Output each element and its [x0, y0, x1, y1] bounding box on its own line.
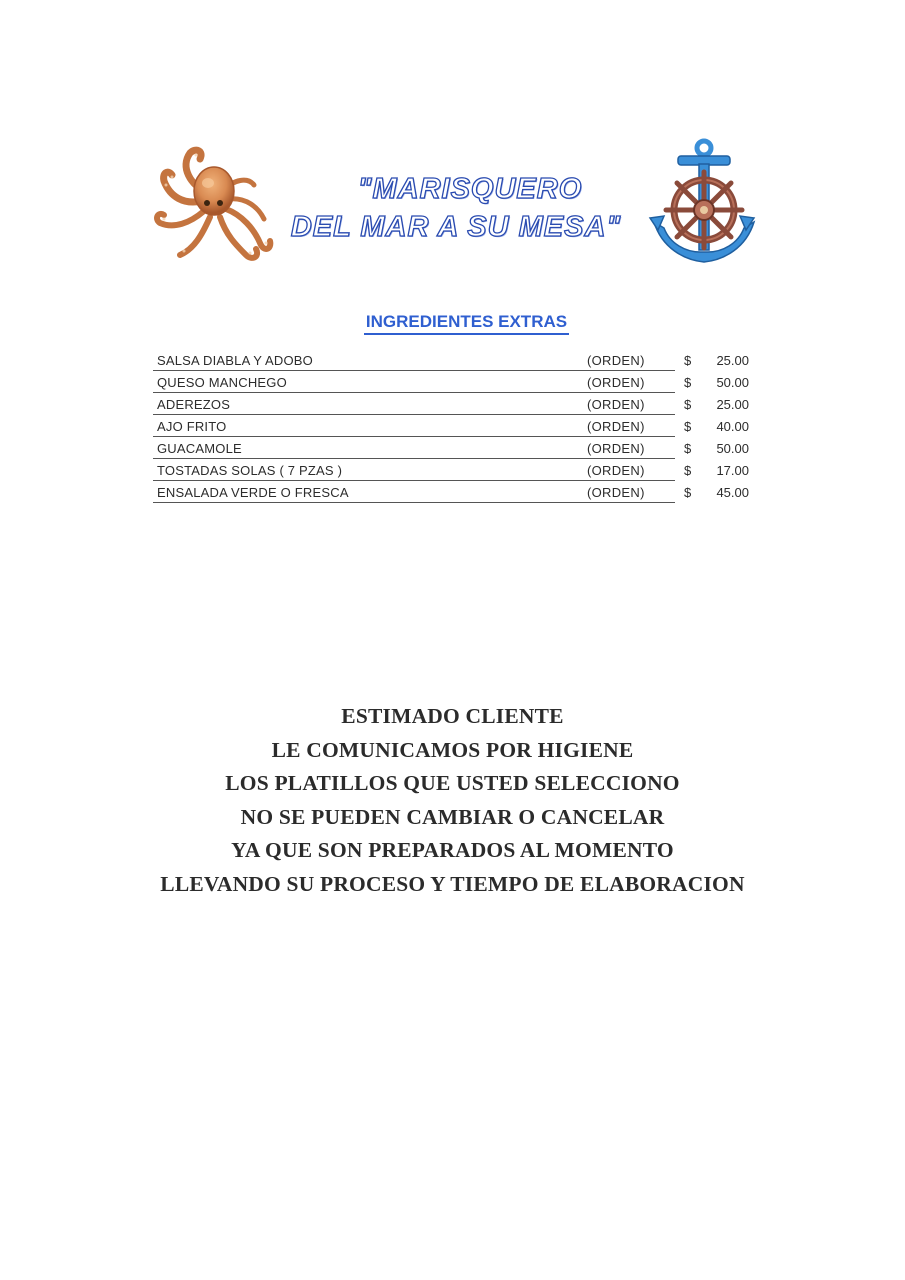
item-currency: $ [684, 375, 692, 390]
item-currency: $ [684, 485, 692, 500]
notice-line: LLEVANDO SU PROCESO Y TIEMPO DE ELABORACION [160, 871, 745, 896]
section-title-text: INGREDIENTES EXTRAS [364, 312, 569, 335]
table-row [153, 350, 753, 372]
table-row [153, 416, 753, 438]
table-row [153, 482, 753, 504]
item-name: AJO FRITO [153, 416, 675, 437]
item-price: 25.00 [716, 397, 749, 412]
item-unit: (ORDEN) [587, 375, 645, 390]
item-price: 45.00 [716, 485, 749, 500]
item-price: 50.00 [716, 441, 749, 456]
item-price: 40.00 [716, 419, 749, 434]
notice-line: LOS PLATILLOS QUE USTED SELECCIONO [225, 771, 680, 795]
item-name: QUESO MANCHEGO [153, 372, 675, 393]
table-row [153, 438, 753, 460]
notice-line: NO SE PUEDEN CAMBIAR O CANCELAR [240, 804, 665, 829]
item-currency: $ [684, 397, 692, 412]
item-currency: $ [684, 353, 692, 368]
brand-line-2: DEL MAR A SU MESA" [290, 211, 622, 243]
brand-title [285, 170, 645, 246]
octopus-icon [150, 145, 278, 267]
item-unit: (ORDEN) [587, 441, 645, 456]
notice-line: ESTIMADO CLIENTE [341, 704, 564, 728]
table-row [153, 394, 753, 416]
customer-notice [0, 700, 905, 901]
item-unit: (ORDEN) [587, 419, 645, 434]
item-price: 25.00 [716, 353, 749, 368]
notice-line: LE COMUNICAMOS POR HIGIENE [271, 737, 634, 762]
item-name: GUACAMOLE [153, 438, 675, 459]
item-price: 17.00 [716, 463, 749, 478]
item-name: TOSTADAS SOLAS ( 7 PZAS ) [153, 460, 675, 481]
section-title [0, 312, 905, 332]
item-currency: $ [684, 463, 692, 478]
item-name: ENSALADA VERDE O FRESCA [153, 482, 675, 503]
item-currency: $ [684, 441, 692, 456]
extras-table [153, 350, 753, 504]
table-row [153, 460, 753, 482]
table-row [153, 372, 753, 394]
anchor-icon [648, 138, 756, 268]
item-price: 50.00 [716, 375, 749, 390]
item-unit: (ORDEN) [587, 353, 645, 368]
brand-line-1: "MARISQUERO [357, 173, 583, 205]
item-unit: (ORDEN) [587, 397, 645, 412]
item-unit: (ORDEN) [587, 463, 645, 478]
item-name: ADEREZOS [153, 394, 675, 415]
item-currency: $ [684, 419, 692, 434]
notice-line: YA QUE SON PREPARADOS AL MOMENTO [231, 838, 674, 862]
item-unit: (ORDEN) [587, 485, 645, 500]
item-name: SALSA DIABLA Y ADOBO [153, 350, 675, 371]
